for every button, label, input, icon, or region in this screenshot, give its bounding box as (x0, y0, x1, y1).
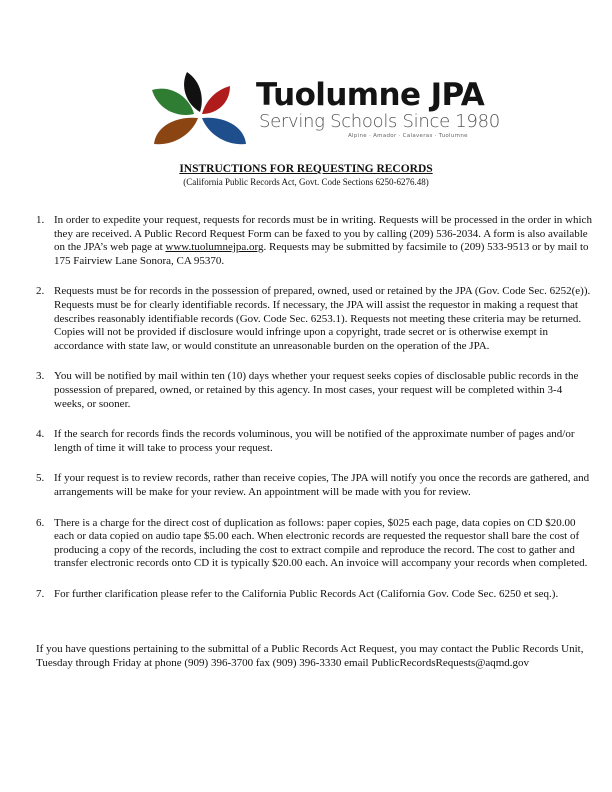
logo (150, 70, 500, 150)
list-item (36, 517, 592, 571)
item-number: 4. (36, 428, 45, 441)
list-item (36, 285, 592, 353)
list-item (36, 370, 592, 411)
logo-petal-blue (202, 118, 246, 144)
instructions-list (36, 214, 592, 618)
item-number: 6. (36, 516, 45, 529)
item-number: 2. (36, 285, 45, 298)
item-text: You will be notified by mail within ten (10) days whether your request seeks copies of disclosable public records in the possession of prepared, owned, or retained by this agency. In most cases, your request will be completed within 3-4 weeks, or sooner. (54, 370, 579, 410)
item-text: If the search for records finds the records voluminous, you will be notified of the approximate number of pages and/or length of time it will take to process your request. (54, 428, 575, 454)
closing-paragraph: If you have questions pertaining to the submittal of a Public Records Act Request, you may contact the Public Records Unit, Tuesday through Friday at phone (909) 396-3700 fax (909) 396-3330 email PublicRecordsRequests@aqmd.gov (36, 643, 584, 669)
item-text: There is a charge for the direct cost of duplication as follows: paper copies, $025 each page, data copies on CD $20.00 each or data copied on audio tape $5.00 each. When electronic records are requested the requestor shall bare the cost of producing a copy of the records, including the cost to extract compile and reproduce the record. The cost to gather and transfer electronic records onto CD it is typically $20.00 each. An invoice will accompany your records when completed. (54, 516, 588, 570)
item-text: For further clarification please refer to the California Public Records Act (California Gov. Code Sec. 6250 et seq.). (54, 587, 559, 600)
item-number: 7. (36, 587, 45, 600)
list-item (36, 588, 592, 602)
item-text: . Requests may be submitted by facsimile to (209) 533-9513 or by mail to 175 Fairview Lane Sonora, CA 95370. (54, 241, 589, 267)
logo-petal-red (202, 86, 230, 114)
logo-petal-brown (154, 118, 198, 144)
website-link[interactable]: www.tuolumnejpa.org (165, 241, 264, 254)
lotus-logo-icon (150, 70, 250, 150)
org-name: Tuolumne JPA (256, 77, 485, 113)
item-text: If your request is to review records, rather than receive copies, The JPA will notify you once the records are gathered, and arrangements will be make for your review. An appointment will be made with you for review. (54, 472, 590, 498)
list-item (36, 214, 592, 268)
list-item (36, 428, 592, 455)
document-subtitle: (California Public Records Act, Govt. Code Sections 6250-6276.48) (183, 177, 429, 187)
item-number: 5. (36, 472, 45, 485)
item-text: Requests must be for records in the possession of prepared, owned, used or retained by the JPA (Gov. Code Sec. 6252(e)). Requests must be for clearly identifiable records. If necessary, the JPA will assist the requestor in making a request that describes reasonably identifiable records (Gov. Code Sec. 6253.1). Requests not meeting these criteria may be returned. Copies will not be provided if disclosure would infringe upon a copyright, trade secret or is otherwise exempt in accordance with state law, or would constitute an unreasonable burden on the operation of the JPA. (54, 285, 591, 352)
org-tagline: Serving Schools Since 1980 (259, 111, 500, 132)
document-title: INSTRUCTIONS FOR REQUESTING RECORDS (179, 163, 433, 175)
org-counties: Alpine · Amador · Calaveras · Tuolumne (348, 133, 468, 139)
item-number: 3. (36, 370, 45, 383)
item-number: 1. (36, 214, 45, 226)
list-item (36, 472, 592, 499)
item-text: In order to expedite your request, requests for records must be in writing. Requests will be processed in the order in which they are received. A Public Record Request Form can be faxed to you by calling (209) 536-2034. A form is also available on the JPA’s web page at (54, 214, 592, 254)
